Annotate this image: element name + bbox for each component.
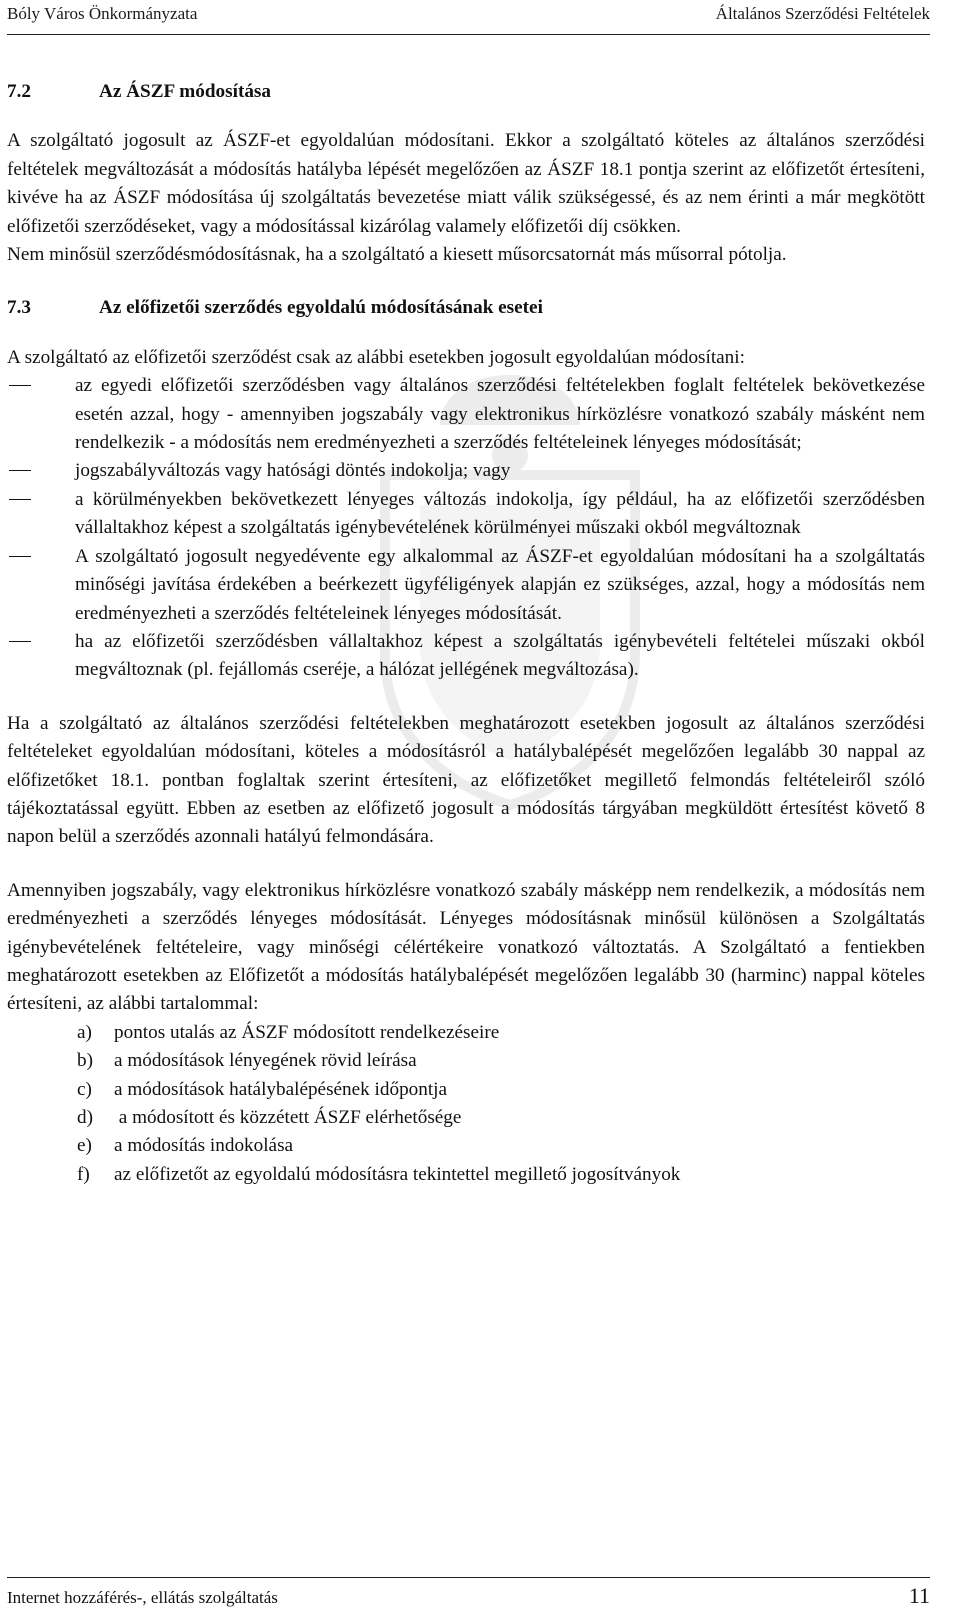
section-title: Az előfizetői szerződés egyoldalú módosításának esetei xyxy=(99,297,543,319)
list-letter: b) xyxy=(77,1050,93,1072)
list-item xyxy=(7,543,925,628)
list-item-text: A szolgáltató jogosult negyedévente egy alkalommal az ÁSZF-et egyoldalúan módosítani ha a szolgáltatás minőségi javítása érdekében a beérkezett ügyféligények alapján ez szükséges, azzal, hogy a módosítás nem eredményezheti a szerződés feltételeinek lényeges módosítását. xyxy=(75,545,925,624)
dash-bullet xyxy=(9,385,31,386)
list-item-text: az egyedi előfizetői szerződésben vagy általános szerződési feltételekben foglalt feltételek bekövetkezése esetén azzal, hogy - amennyiben jogszabály vagy elektronikus hírközlésre vonatkozó szabály másként nem rendelkezik - a módosítás nem eredményezheti a szerződés feltételeinek lényeges módosítását; xyxy=(75,375,925,454)
header-rule xyxy=(7,34,930,35)
footer-service-title: Internet hozzáférés-, ellátás szolgáltatás xyxy=(7,1588,278,1607)
dash-bullet xyxy=(9,641,31,642)
dash-bullet xyxy=(9,499,31,500)
list-item xyxy=(77,1019,925,1047)
list-item xyxy=(7,457,925,485)
section-heading-7-2 xyxy=(7,78,925,106)
list-letter: c) xyxy=(77,1078,92,1100)
list-item-text: a módosítások lényegének rövid leírása xyxy=(114,1050,417,1072)
dash-bullet xyxy=(9,556,31,557)
list-letter: f) xyxy=(77,1163,90,1185)
section-title: Az ÁSZF módosítása xyxy=(99,81,271,102)
dash-bullet xyxy=(9,470,31,471)
dash-list xyxy=(7,372,925,684)
list-item xyxy=(7,486,925,543)
list-item-text: jogszabályváltozás vagy hatósági döntés indokolja; vagy xyxy=(75,460,511,482)
list-item xyxy=(77,1132,925,1160)
list-item xyxy=(7,372,925,457)
page-number: 11 xyxy=(908,1583,930,1608)
header-document-title: Általános Szerződési Feltételek xyxy=(715,4,930,23)
list-item-text: a módosítások hatálybalépésének időpontja xyxy=(114,1078,448,1100)
section-number: 7.2 xyxy=(7,81,31,102)
lettered-list xyxy=(7,1019,925,1189)
list-item-text: az előfizetőt az egyoldalú módosításra tekintettel megillető jogosítványok xyxy=(114,1163,681,1185)
paragraph: A szolgáltató jogosult az ÁSZF-et egyoldalúan módosítani. Ekkor a szolgáltató köteles az általános szerződési feltételek megváltozását a módosítás hatályba lépését megelőzően az ÁSZF 18.1 pontja szerint az előfizetőt értesíteni, kivéve ha az ÁSZF módosítása új szolgáltatás bevezetése miatt válik szükségessé, és az nem érinti a már megkötött előfizetői szerződéseket, vagy a módosítással kizárólag valamely előfizetői díj csökken. xyxy=(7,130,925,237)
list-item-text: pontos utalás az ÁSZF módosított rendelkezéseire xyxy=(114,1021,500,1043)
list-item-text: ha az előfizetői szerződésben vállaltakhoz képest a szolgáltatás igénybevételi feltételei műszaki okból megváltoznak (pl. fejállomás cseréje, a hálózat jellégének megváltozása). xyxy=(75,630,925,681)
paragraph: Ha a szolgáltató az általános szerződési feltételekben meghatározott esetekben jogosult az általános szerződési feltételeket egyoldalúan módosítani, köteles a módosításról a hatálybalépését megelőzően legalább 30 nappal az előfizetőket 18.1. pontban foglaltak szerint értesíteni, az előfizetőket megillető felmondás feltételeiről szóló tájékoztatással együtt. Ebben az esetben az előfizető jogosult a módosítás tárgyában megküldött értesítést követő 8 napon belül a szerződés azonnali hatályú felmondására. xyxy=(7,712,925,848)
header-municipality: Bóly Város Önkormányzata xyxy=(7,4,198,23)
list-item xyxy=(7,628,925,685)
page-header xyxy=(7,4,930,28)
list-item xyxy=(77,1047,925,1075)
document-body xyxy=(7,78,925,1189)
list-letter: d) xyxy=(77,1107,93,1128)
list-item-text: a módosított és közzétett ÁSZF elérhetősége xyxy=(114,1107,462,1128)
list-item-text: a módosítás indokolása xyxy=(114,1135,294,1157)
list-letter: e) xyxy=(77,1135,92,1157)
paragraph: A szolgáltató az előfizetői szerződést csak az alábbi esetekben jogosult egyoldalúan módosítani: xyxy=(7,346,745,368)
page-footer xyxy=(7,1583,930,1613)
paragraph: Nem minősül szerződésmódosításnak, ha a szolgáltató a kiesett műsorcsatornát más műsorral pótolja. xyxy=(7,244,787,266)
footer-rule xyxy=(7,1577,930,1578)
paragraph: Amennyiben jogszabály, vagy elektronikus hírközlésre vonatkozó szabály másképp nem rendelkezik, a módosítás nem eredményezheti a szerződés lényeges módosítását. Lényeges módosításnak minősül különösen a Szolgáltatás igénybevételének feltételeire, vagy minőségi célértékeire vonatkozó változtatás. A Szolgáltató a fentiekben meghatározott esetekben az Előfizetőt a módosítás hatálybalépését megelőzően legalább 30 (harminc) nappal köteles értesíteni, az alábbi tartalommal: xyxy=(7,879,925,1015)
list-item xyxy=(77,1076,925,1104)
list-letter: a) xyxy=(77,1021,92,1043)
list-item xyxy=(77,1104,925,1132)
list-item xyxy=(77,1161,925,1189)
section-heading-7-3 xyxy=(7,294,925,322)
list-item-text: a körülményekben bekövetkezett lényeges változás indokolja, így például, ha az előfizetői szerződésben vállaltakhoz képest a szolgáltatás igénybevételének körülményei műszaki okból megváltoznak xyxy=(75,488,925,539)
section-number: 7.3 xyxy=(7,297,31,319)
